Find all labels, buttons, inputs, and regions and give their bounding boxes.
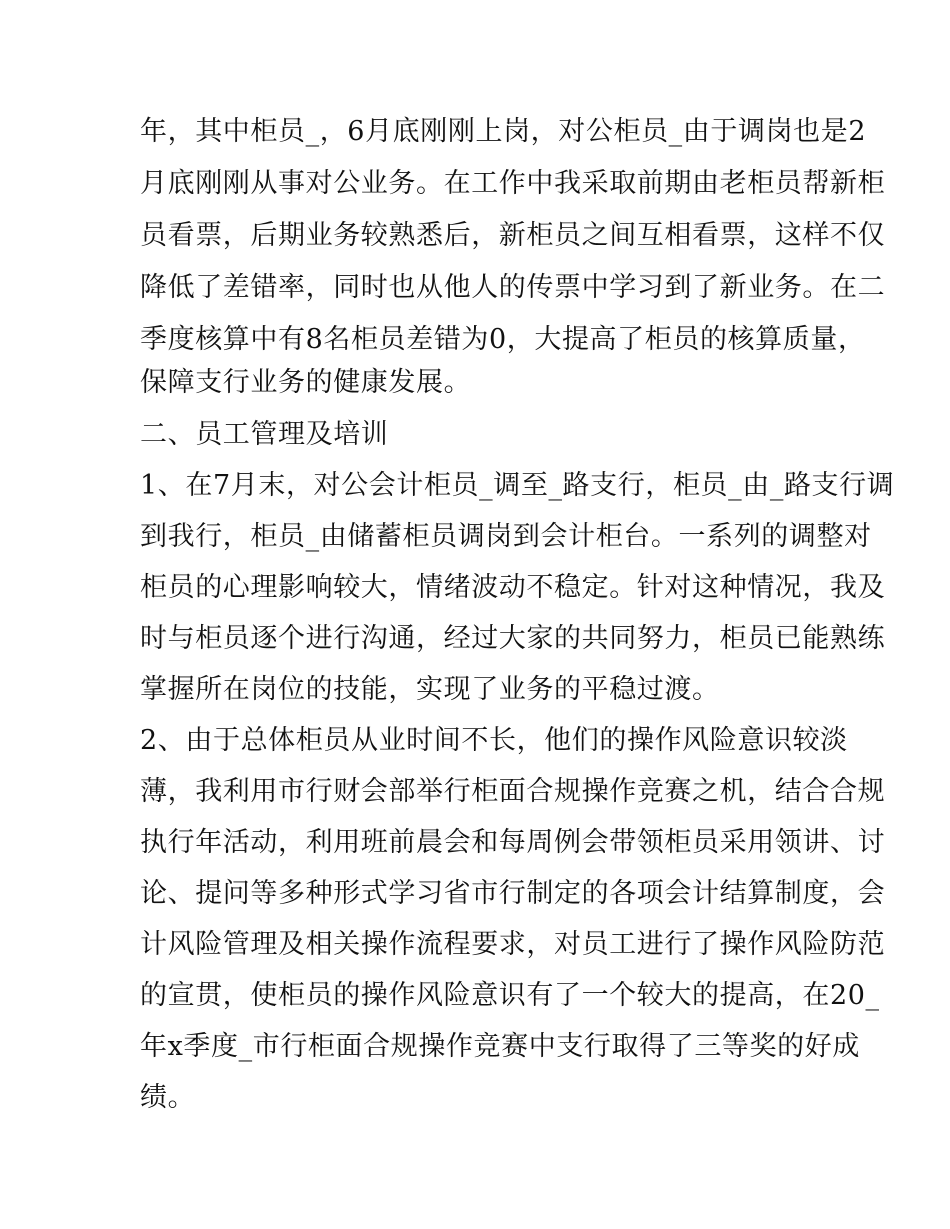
text-line: 时与柜员逐个进行沟通，经过大家的共同努力，柜员已能熟练 — [140, 623, 886, 654]
text-line: 执行年活动，利用班前晨会和每周例会带领柜员采用领讲、讨 — [140, 827, 886, 858]
section-heading: 二、员工管理及培训 — [140, 419, 389, 450]
text-line: 掌握所在岗位的技能，实现了业务的平稳过渡。 — [140, 674, 720, 705]
text-line: 季度核算中有8名柜员差错为0，大提高了柜员的核算质量， — [140, 324, 866, 355]
text-line: 保障支行业务的健康发展。 — [140, 367, 472, 398]
text-line: 绩。 — [140, 1082, 196, 1113]
text-line: 计风险管理及相关操作流程要求，对员工进行了操作风险防范 — [140, 929, 886, 960]
text-line: 年，其中柜员_，6月底刚刚上岗，对公柜员_由于调岗也是2 — [140, 116, 867, 147]
text-line: 论、提问等多种形式学习省市行制定的各项会计结算制度，会 — [140, 878, 886, 909]
text-line: 到我行，柜员_由储蓄柜员调岗到会计柜台。一系列的调整对 — [140, 521, 872, 552]
text-line: 1、在7月末，对公会计柜员_调至_路支行，柜员_由_路支行调 — [140, 470, 895, 501]
text-line: 月底刚刚从事对公业务。在工作中我采取前期由老柜员帮新柜 — [140, 168, 886, 199]
text-line: 降低了差错率，同时也从他人的传票中学习到了新业务。在二 — [140, 272, 886, 303]
text-line: 柜员的心理影响较大，情绪波动不稳定。针对这种情况，我及 — [140, 572, 886, 603]
text-line: 的宣贯，使柜员的操作风险意识有了一个较大的提高，在20_ — [140, 980, 880, 1011]
text-line: 年x季度_市行柜面合规操作竞赛中支行取得了三等奖的好成 — [140, 1031, 860, 1062]
text-line: 员看票，后期业务较熟悉后，新柜员之间互相看票，这样不仅 — [140, 220, 886, 251]
text-line: 2、由于总体柜员从业时间不长，他们的操作风险意识较淡 — [140, 725, 848, 756]
text-line: 薄，我利用市行财会部举行柜面合规操作竞赛之机，结合合规 — [140, 776, 886, 807]
